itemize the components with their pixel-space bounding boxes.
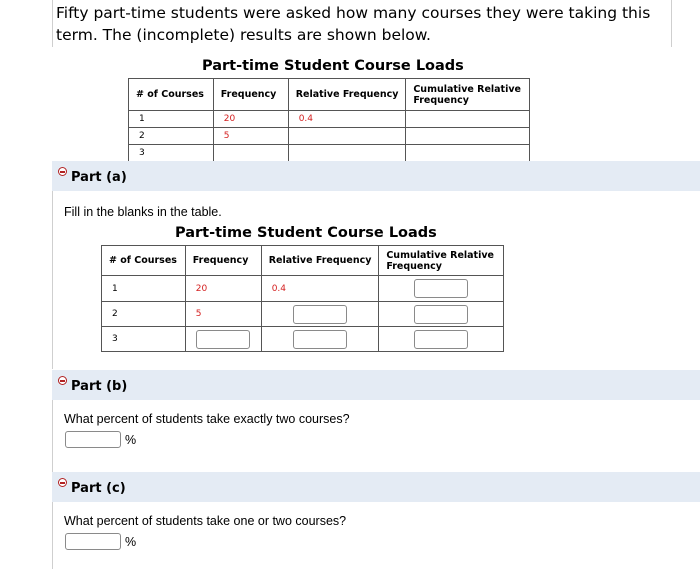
answer-table (101, 245, 504, 352)
part-b-percent-unit: % (125, 432, 137, 447)
cell-cumulative (379, 327, 504, 352)
part-b-body (52, 400, 700, 472)
cumulative-input-row-2[interactable] (414, 305, 468, 324)
question-line-2: term. The (incomplete) results are shown below. (56, 26, 431, 44)
cell-courses: 3 (129, 145, 214, 162)
answer-table-header-row (102, 246, 504, 276)
part-c-answer (65, 533, 136, 550)
table-row (129, 128, 530, 145)
header-cumulative-relative-frequency: Cumulative Relative Frequency (379, 246, 504, 276)
part-c-percent-unit: % (125, 534, 137, 549)
part-a-label: Part (a) (71, 170, 127, 185)
reference-table-header-row (129, 79, 530, 111)
cell-frequency: 5 (213, 128, 288, 145)
cell-frequency (213, 145, 288, 162)
reference-table-title: Part-time Student Course Loads (202, 58, 464, 74)
cell-courses: 1 (102, 276, 186, 302)
part-a-header[interactable] (52, 161, 700, 191)
header-courses: # of Courses (102, 246, 186, 276)
collapse-icon[interactable] (58, 478, 67, 487)
part-a-instruction: Fill in the blanks in the table. (64, 205, 222, 219)
relative-input-row-2[interactable] (293, 305, 347, 324)
cell-frequency: 20 (185, 276, 261, 302)
cell-relative (288, 128, 406, 145)
part-c-question: What percent of students take one or two courses? (64, 514, 347, 528)
relative-input-row-3[interactable] (293, 330, 347, 349)
table-row (102, 276, 504, 302)
reference-table (128, 78, 530, 162)
part-c-label: Part (c) (71, 481, 126, 496)
part-b-percent-input[interactable] (65, 431, 121, 448)
cumulative-input-row-1[interactable] (414, 279, 468, 298)
part-c-body (52, 502, 700, 569)
header-cumulative-relative-frequency: Cumulative Relative Frequency (406, 79, 530, 111)
cell-courses: 2 (102, 302, 186, 327)
cell-cumulative (379, 276, 504, 302)
header-relative-frequency: Relative Frequency (261, 246, 379, 276)
part-c-percent-input[interactable] (65, 533, 121, 550)
part-b-question: What percent of students take exactly two courses? (64, 412, 350, 426)
cell-courses: 2 (129, 128, 214, 145)
collapse-icon[interactable] (58, 376, 67, 385)
cell-frequency: 5 (185, 302, 261, 327)
cell-relative: 0.4 (288, 111, 406, 128)
cell-relative (288, 145, 406, 162)
frequency-input-row-3[interactable] (196, 330, 250, 349)
cell-courses: 3 (102, 327, 186, 352)
cell-cumulative (406, 145, 530, 162)
answer-table-title: Part-time Student Course Loads (175, 225, 437, 241)
cell-cumulative (406, 128, 530, 145)
question-line-1: Fifty part-time students were asked how many courses they were taking this (56, 4, 651, 22)
header-courses: # of Courses (129, 79, 214, 111)
part-c-header[interactable] (52, 472, 700, 502)
table-row (102, 327, 504, 352)
part-b-label: Part (b) (71, 379, 128, 394)
table-row (129, 111, 530, 128)
cumulative-input-row-3[interactable] (414, 330, 468, 349)
table-row (129, 145, 530, 162)
cell-relative (261, 327, 379, 352)
collapse-icon[interactable] (58, 167, 67, 176)
cell-courses: 1 (129, 111, 214, 128)
table-row (102, 302, 504, 327)
part-b-header[interactable] (52, 370, 700, 400)
header-frequency: Frequency (213, 79, 288, 111)
header-frequency: Frequency (185, 246, 261, 276)
question-intro (52, 0, 672, 47)
cell-relative: 0.4 (261, 276, 379, 302)
cell-frequency: 20 (213, 111, 288, 128)
header-relative-frequency: Relative Frequency (288, 79, 406, 111)
cell-cumulative (406, 111, 530, 128)
cell-cumulative (379, 302, 504, 327)
part-b-answer (65, 431, 136, 448)
cell-relative (261, 302, 379, 327)
cell-frequency (185, 327, 261, 352)
